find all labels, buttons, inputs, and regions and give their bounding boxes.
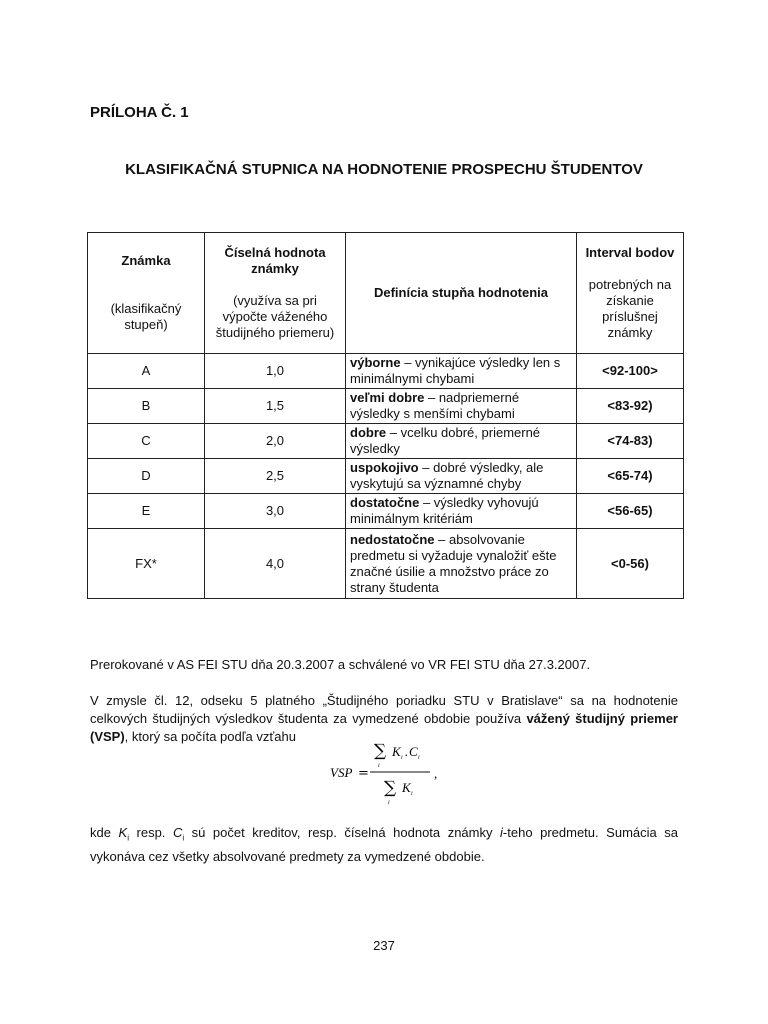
value-cell: 2,5: [205, 459, 346, 494]
interval-cell: <92-100>: [577, 354, 684, 389]
formula-sum-index-denominator: i: [388, 800, 390, 806]
header-grade-sub: (klasifikačný stupeň): [110, 301, 182, 332]
header-definition-title: Definícia stupňa hodnotenia: [373, 285, 549, 300]
appendix-title: PRÍLOHA Č. 1: [90, 104, 189, 121]
formula-sum-denominator: ∑: [384, 778, 397, 798]
table-row: [88, 494, 684, 529]
formula-lhs: VSP: [330, 765, 353, 780]
formula-numerator-k: K: [392, 744, 401, 759]
header-value: [205, 233, 346, 354]
vsp-text-1: V zmysle čl. 12, odseku 5 platného „Študijného poriadku STU v Bratislave“ sa na hodnotenie celkových študijných výsledkov študenta za vymedzené obdobie používa: [90, 693, 678, 726]
formula-numerator-dot: .: [405, 744, 409, 759]
interval-cell: <56-65): [577, 494, 684, 529]
table-row: [88, 354, 684, 389]
vsp-term: vážený študijný priemer (VSP): [90, 711, 678, 744]
header-interval-sub: potrebných na získanie príslušnej známky: [588, 277, 672, 340]
header-interval-title: Interval bodov: [585, 245, 675, 260]
formula-trailing-comma: ,: [434, 766, 438, 781]
table-row: [88, 424, 684, 459]
grading-scale-table: [87, 232, 684, 599]
note-c: C: [172, 825, 183, 840]
interval-cell: <65-74): [577, 459, 684, 494]
grade-cell: A: [88, 354, 205, 389]
approval-note: Prerokované v AS FEI STU dňa 20.3.2007 a schválené vo VR FEI STU dňa 27.3.2007.: [90, 657, 591, 672]
table-row: [88, 529, 684, 599]
formula-numerator-k-sub: i: [401, 755, 403, 761]
table-row: [88, 389, 684, 424]
header-definition: [346, 233, 577, 354]
header-value-title: Číselná hodnota známky: [224, 245, 326, 276]
formula-explanation: [90, 824, 678, 866]
definition-desc: – výsledky vyhovujú minimálnym kritériám: [350, 495, 539, 526]
value-cell: 1,0: [205, 354, 346, 389]
note-k-sub: i: [127, 833, 129, 843]
definition-cell: [346, 354, 577, 389]
definition-desc: – vcelku dobré, priemerné výsledky: [350, 425, 541, 456]
definition-term: výborne: [350, 355, 401, 370]
vsp-paragraph: [90, 692, 678, 746]
definition-term: dobre: [350, 425, 387, 440]
formula-sum-numerator: ∑: [374, 741, 387, 761]
definition-term: uspokojivo: [350, 460, 419, 475]
note-text-4: -teho predmetu. Sumácia sa vykonáva cez všetky absolvované predmety za vymedzené obdobie.: [90, 825, 679, 864]
definition-cell: [346, 529, 577, 599]
page-number: 237: [373, 938, 395, 953]
grade-cell: B: [88, 389, 205, 424]
definition-term: nedostatočne: [350, 531, 435, 547]
formula-numerator-c-sub: i: [418, 755, 420, 761]
value-cell: 3,0: [205, 494, 346, 529]
grade-cell: C: [88, 424, 205, 459]
formula-sum-index-numerator: i: [378, 763, 380, 769]
definition-term: dostatočne: [350, 495, 420, 510]
interval-cell: <83-92): [577, 389, 684, 424]
header-value-sub: (využíva sa pri výpočte váženého študijného priemeru): [215, 293, 335, 340]
header-interval: [577, 233, 684, 354]
definition-desc: – dobré výsledky, ale vyskytujú sa významné chyby: [350, 460, 544, 491]
formula-denominator-k: K: [402, 780, 411, 795]
note-text-3: sú počet kreditov, resp. číselná hodnota známky: [184, 825, 501, 840]
definition-desc: – vynikajúce výsledky len s minimálnymi chybami: [350, 355, 561, 386]
formula-denominator-k-sub: i: [411, 791, 413, 797]
table-row: [88, 459, 684, 494]
note-text-2: resp.: [128, 825, 173, 840]
interval-cell: <0-56): [577, 529, 684, 599]
formula-numerator-c: C: [409, 744, 418, 759]
formula-equals: =: [358, 766, 369, 781]
document-title: KLASIFIKAČNÁ STUPNICA NA HODNOTENIE PROSPECHU ŠTUDENTOV: [125, 161, 643, 178]
vsp-text-2: , ktorý sa počíta podľa vzťahu: [124, 729, 296, 744]
definition-term: veľmi dobre: [350, 390, 425, 405]
definition-cell: [346, 424, 577, 459]
definition-cell: [346, 459, 577, 494]
grade-cell: E: [88, 494, 205, 529]
note-c-sub: i: [182, 833, 185, 843]
definition-cell: [346, 389, 577, 424]
interval-cell: <74-83): [577, 424, 684, 459]
note-text-1: kde: [90, 825, 119, 840]
definition-desc: – nadpriemerné výsledky s menšími chybami: [350, 390, 520, 421]
note-k: K: [118, 825, 128, 840]
grade-cell: FX*: [88, 529, 205, 599]
definition-desc: – absolvovanie predmetu si vyžaduje vynaložiť ešte značné úsilie a množstvo práce zo strany študenta: [350, 531, 557, 595]
grade-cell: D: [88, 459, 205, 494]
note-i: i: [500, 825, 503, 840]
value-cell: 4,0: [205, 529, 346, 599]
header-grade: [88, 233, 205, 354]
definition-cell: [346, 494, 577, 529]
table-header-row: [88, 233, 684, 354]
header-grade-title: Známka: [121, 253, 171, 268]
value-cell: 2,0: [205, 424, 346, 459]
vsp-formula: [330, 740, 450, 810]
value-cell: 1,5: [205, 389, 346, 424]
